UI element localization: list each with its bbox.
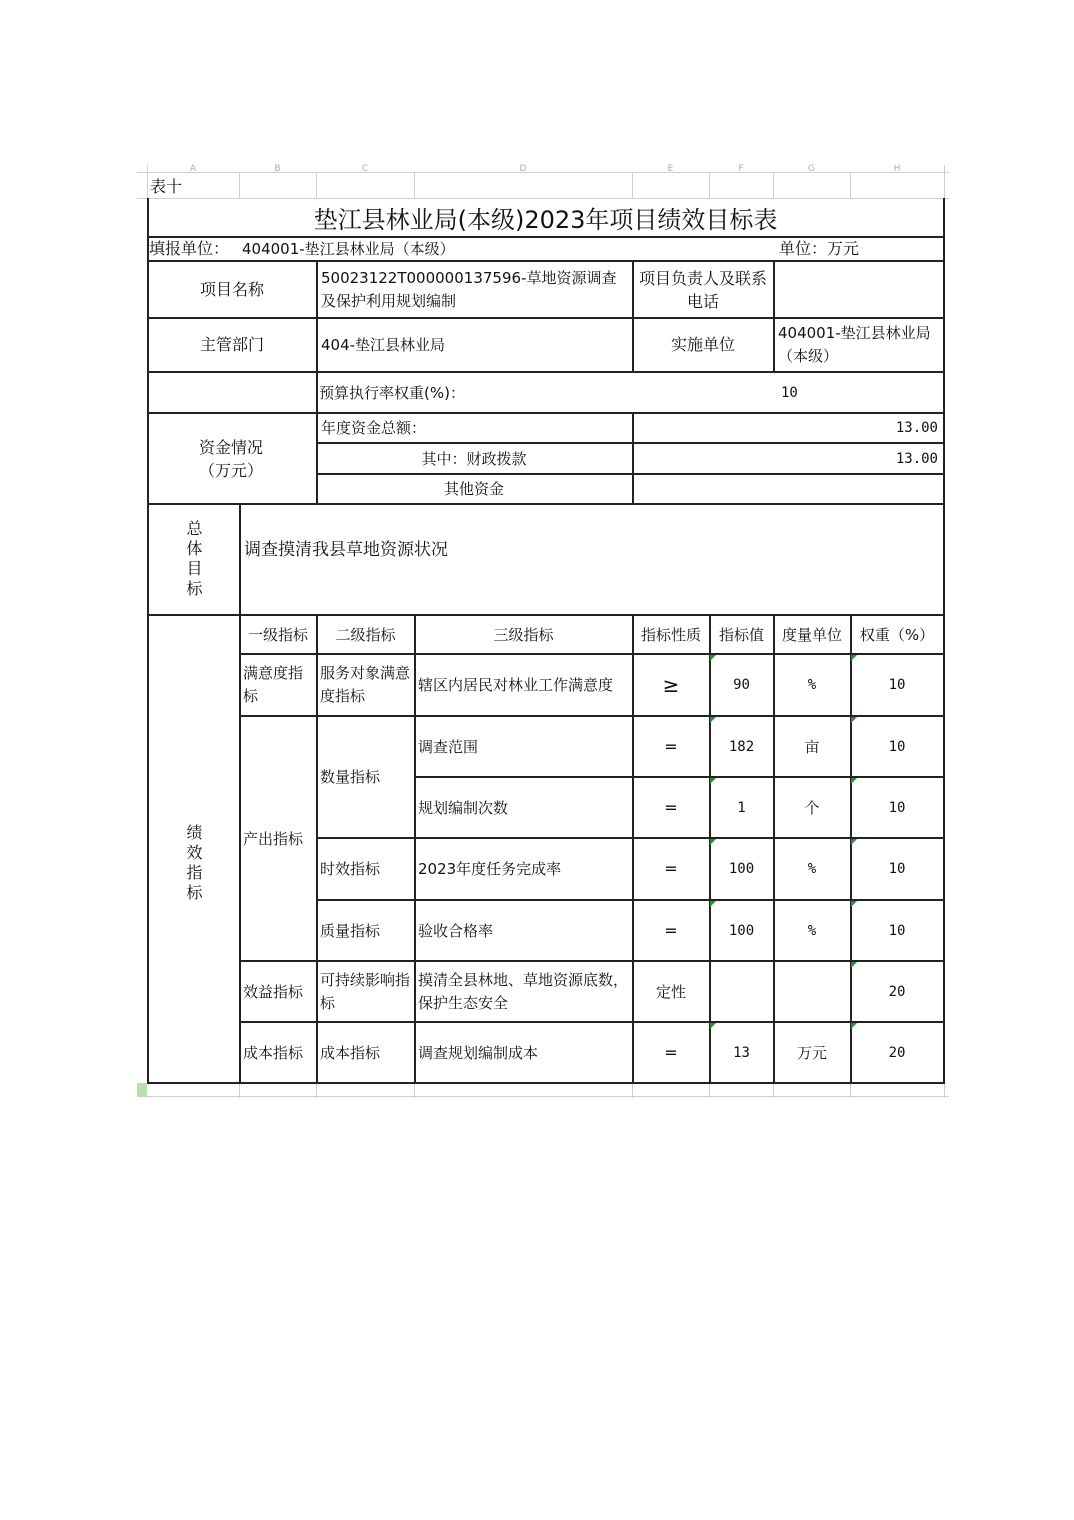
project-name-value: 50023122T000000137596-草地资源调查及保护利用规划编制	[321, 269, 617, 310]
table-row-weight: 20	[888, 983, 906, 1000]
funds-other-label: 其他资金	[443, 480, 504, 498]
budget-weight-label: 预算执行率权重(%)：	[319, 383, 465, 402]
table-row-value: 1	[737, 799, 746, 816]
goal-value: 调查摸清我县草地资源状况	[244, 540, 448, 560]
col-letter: D	[519, 164, 527, 174]
level1-satisfaction: 满意度指标	[243, 664, 304, 705]
table-row-level3: 辖区内居民对林业工作满意度	[418, 676, 614, 694]
col-letter: H	[893, 164, 901, 174]
table-row-nature: =	[664, 920, 678, 940]
cell-note-indicator	[851, 1023, 857, 1029]
cell-note-indicator	[851, 839, 857, 845]
funds-total-value: 13.00	[895, 420, 938, 436]
col-letter: C	[361, 164, 369, 174]
table-row-level3: 2023年度任务完成率	[418, 860, 562, 878]
table-row-value: 100	[728, 861, 755, 877]
cell-note-indicator	[851, 901, 857, 907]
table-row-weight: 10	[888, 922, 906, 939]
contact-label: 项目负责人及联系电话	[638, 268, 767, 311]
funds-other-value	[634, 475, 942, 503]
impl-label: 实施单位	[670, 335, 735, 354]
table-row-level3: 规划编制次数	[418, 798, 509, 817]
level1-benefit: 效益指标	[243, 982, 304, 1001]
level2-sustainability: 可持续影响指标	[320, 970, 411, 1012]
table-row-value: 100	[728, 922, 755, 939]
level2-quality: 质量指标	[320, 921, 381, 940]
col-letter: E	[667, 164, 674, 174]
funds-label: 资金情况（万元）	[198, 437, 263, 480]
cell-note-indicator	[851, 962, 857, 968]
table-row-value: 13	[733, 1044, 750, 1061]
cell-note-indicator	[851, 778, 857, 784]
table-row-value: 182	[728, 738, 755, 755]
table-row-unit: %	[807, 677, 817, 693]
perf-label: 绩效指标	[184, 824, 203, 904]
table-row-weight: 10	[888, 861, 906, 877]
level1-cost: 成本指标	[243, 1043, 304, 1062]
table-row-weight: 10	[888, 677, 906, 693]
table-row-nature: ≥	[662, 673, 680, 697]
table-row-value	[711, 962, 772, 1021]
header-level2: 二级指标	[335, 625, 396, 644]
dept-value: 404-垫江县林业局	[321, 336, 446, 354]
col-letter: A	[189, 164, 197, 174]
funds-fiscal-value: 13.00	[895, 450, 938, 467]
table-row-unit	[775, 962, 849, 1021]
table-row-unit: %	[807, 861, 817, 877]
level1-output: 产出指标	[243, 829, 304, 848]
col-letter: G	[808, 164, 815, 174]
cell-note-indicator	[710, 778, 716, 784]
header-level3: 三级指标	[493, 625, 554, 644]
budget-weight-value: 10	[781, 384, 798, 401]
header-level1: 一级指标	[247, 625, 308, 644]
sheet-tag: 表十	[150, 177, 183, 196]
impl-value: 404001-垫江县林业局（本级）	[778, 324, 931, 365]
page-title: 垫江县林业局(本级)2023年项目绩效目标表	[313, 206, 778, 234]
table-row-nature: 定性	[655, 982, 686, 1001]
table-row-value: 90	[733, 677, 750, 693]
table-row-level3: 调查范围	[418, 737, 479, 756]
header-value: 指标值	[718, 625, 764, 644]
header-nature: 指标性质	[640, 625, 701, 644]
table-row-unit: 万元	[796, 1043, 827, 1062]
cell-note-indicator	[710, 655, 716, 661]
table-row-unit: %	[807, 922, 817, 939]
header-unit: 度量单位	[781, 625, 842, 644]
table-row-weight: 20	[888, 1044, 906, 1061]
funds-fiscal-label: 其中：财政拨款	[421, 449, 527, 468]
fill-unit-value: 404001-垫江县林业局（本级）	[242, 240, 455, 258]
dept-label: 主管部门	[199, 335, 264, 354]
level2-timeliness: 时效指标	[320, 860, 381, 878]
cell-note-indicator	[710, 1023, 716, 1029]
unit-label: 单位：万元	[779, 239, 860, 258]
table-row-level3: 调查规划编制成本	[418, 1043, 539, 1062]
goal-label: 总体目标	[184, 519, 203, 600]
header-weight: 权重（%）	[859, 625, 935, 644]
cell-note-indicator	[710, 839, 716, 845]
row-selection-marker	[137, 1083, 147, 1097]
cell-note-indicator	[710, 717, 716, 723]
table-row-nature: =	[664, 859, 678, 878]
table-row-nature: =	[664, 797, 678, 817]
table-row-weight: 10	[888, 738, 906, 755]
level2-cost: 成本指标	[320, 1043, 381, 1062]
table-row-level3: 验收合格率	[418, 921, 494, 940]
cell-note-indicator	[851, 717, 857, 723]
table-row-nature: =	[664, 1042, 678, 1062]
level2-quantity: 数量指标	[320, 768, 381, 786]
fill-unit-label: 填报单位：	[149, 239, 230, 258]
col-letter: F	[738, 164, 744, 174]
funds-total-label: 年度资金总额：	[321, 419, 427, 437]
cell-note-indicator	[851, 655, 857, 661]
col-letter: B	[274, 164, 281, 174]
table-row-level3: 摸清全县林地、草地资源底数，保护生态安全	[418, 970, 629, 1012]
project-name-label: 项目名称	[199, 279, 264, 299]
level2-service-satisfaction: 服务对象满意度指标	[320, 664, 411, 705]
table-row-weight: 10	[888, 799, 906, 816]
table-row-unit: 个	[804, 798, 820, 817]
contact-value	[775, 262, 942, 317]
cell-note-indicator	[710, 901, 716, 907]
table-row-nature: =	[664, 736, 678, 756]
table-row-unit: 亩	[804, 737, 820, 756]
